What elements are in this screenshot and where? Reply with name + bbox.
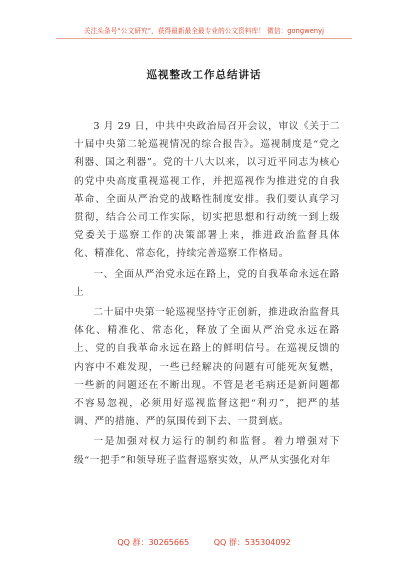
paragraph-point-1: 一是加强对权力运行的制约和监督。着力增强对下级“一把手”和领导班子监督巡察实效，从严从实强化对年	[74, 436, 340, 466]
document-body	[74, 118, 340, 472]
footer-qq-group-1: QQ 群：30265665	[117, 538, 190, 547]
section-heading-1: 一、全面从严治党永远在路上，党的自我革命永远在路上	[74, 268, 340, 298]
header-note: 关注头条号“公文研究”，获得最新最全最专业的公文资料库！ 微信：gongwenyj	[83, 27, 325, 35]
header-divider	[56, 38, 352, 39]
footer-contact	[0, 537, 408, 548]
paragraph-section-1: 二十届中央第一轮巡视坚持守正创新，推进政治监督具体化、精准化、常态化，释放了全面从严治党永远在路上、党的自我革命永远在路上的鲜明信号。在巡视反馈的内容中不难发现，一些已经解决的问题有可能死灰复燃，一些新的问题还在不断出现。不管是老毛病还是新问题都不容易忽视，必须用好巡视监督这把“利刃”，把严的基调、严的措施、严的氛围传到下去、一贯到底。	[74, 307, 340, 428]
footer-qq-group-2: QQ 群：535304092	[213, 538, 291, 547]
document-title: 巡视整改工作总结讲话	[146, 69, 262, 81]
paragraph-intro: 3 月 29 日，中共中央政治局召开会议，审议《关于二十届中央第二轮巡视情况的综合报告》。巡视制度是“党之利器、国之利器”。党的十八大以来，以习近平同志为核心的党中央高度重视巡视工作，并把巡视作为推进党的自我革命、全面从严治党的战略性制度安排。我们要认真学习贯彻，结合公司工作实际，切实把思想和行动统一到上级党委关于巡察工作的决策部署上来，推进政治监督具体化、精准化、常态化，持续完善巡察工作格局。	[74, 121, 340, 260]
